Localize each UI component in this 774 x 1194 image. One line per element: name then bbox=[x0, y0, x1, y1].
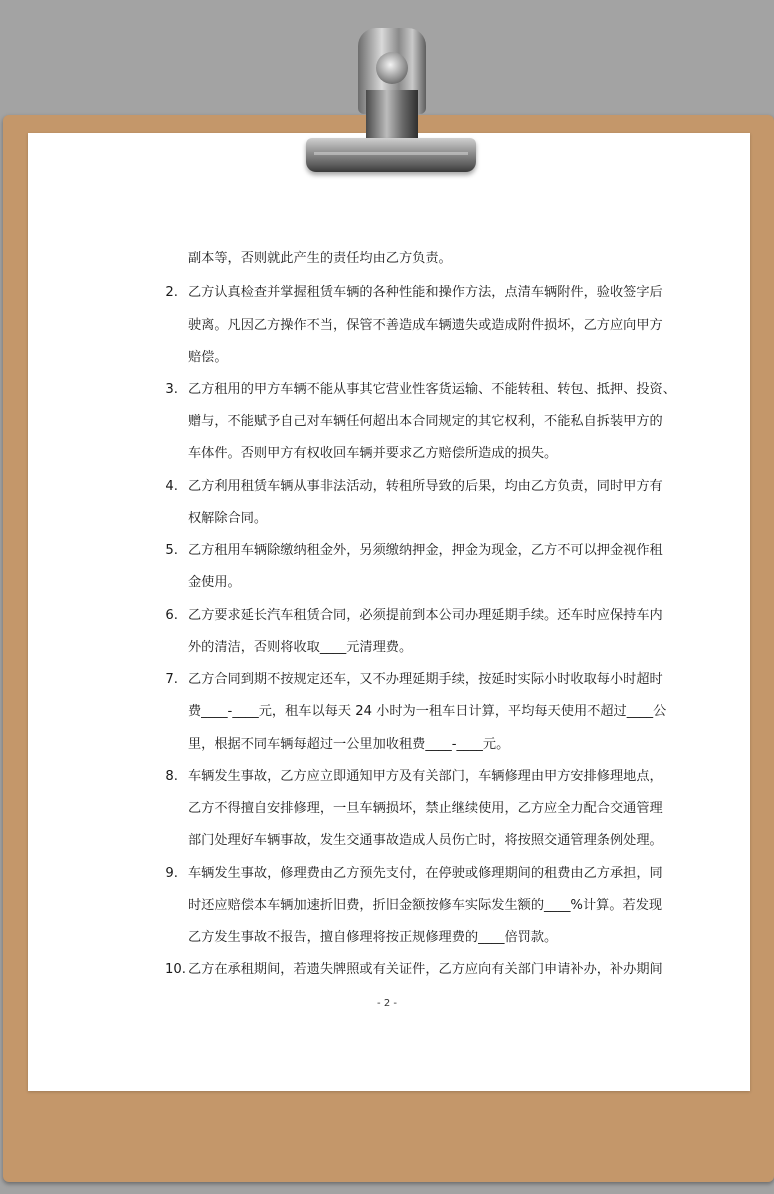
item-line: 部门处理好车辆事故，发生交通事故造成人员伤亡时，将按照交通管理条例处理。 bbox=[188, 833, 663, 848]
item-number: 10. bbox=[165, 962, 186, 977]
item-line: 乙方不得擅自安排修理，一旦车辆损坏，禁止继续使用，乙方应全力配合交通管理 bbox=[188, 801, 663, 816]
item-line: 金使用。 bbox=[188, 575, 241, 590]
item-line: 乙方在承租期间，若遗失牌照或有关证件，乙方应向有关部门申请补办，补办期间 bbox=[188, 962, 663, 977]
item-line: 车体件。否则甲方有权收回车辆并要求乙方赔偿所造成的损失。 bbox=[188, 446, 558, 461]
item-number: 7. bbox=[165, 672, 178, 687]
item-line: 乙方发生事故不报告，擅自修理将按正规修理费的____倍罚款。 bbox=[188, 930, 558, 945]
item-number: 2. bbox=[165, 285, 178, 300]
item-number: 6. bbox=[165, 608, 178, 623]
item-line: 时还应赔偿本车辆加速折旧费，折旧金额按修车实际发生额的____%计算。若发现 bbox=[188, 898, 663, 913]
item-line: 费____-____元，租车以每天 24 小时为一租车日计算，平均每天使用不超过____公 bbox=[188, 704, 667, 719]
item-line: 车辆发生事故，乙方应立即通知甲方及有关部门，车辆修理由甲方安排修理地点， bbox=[188, 769, 663, 784]
item-number: 5. bbox=[165, 543, 178, 558]
item-number: 4. bbox=[165, 479, 178, 494]
item-line: 乙方租用车辆除缴纳租金外，另须缴纳押金，押金为现金，乙方不可以押金视作租 bbox=[188, 543, 663, 558]
item-line: 乙方合同到期不按规定还车，又不办理延期手续，按延时实际小时收取每小时超时 bbox=[188, 672, 663, 687]
item-line: 驶离。凡因乙方操作不当，保管不善造成车辆遗失或造成附件损坏，乙方应向甲方 bbox=[188, 318, 663, 333]
page-number: - 2 - bbox=[377, 998, 397, 1009]
item-number: 3. bbox=[165, 382, 178, 397]
item-line: 乙方租用的甲方车辆不能从事其它营业性客货运输、不能转租、转包、抵押、投资、 bbox=[188, 382, 676, 397]
item-line: 里，根据不同车辆每超过一公里加收租费____-____元。 bbox=[188, 737, 510, 752]
item-line: 赔偿。 bbox=[188, 350, 228, 365]
intro-line: 副本等，否则就此产生的责任均由乙方负责。 bbox=[188, 251, 452, 266]
item-line: 赠与，不能赋予自己对车辆任何超出本合同规定的其它权利，不能私自拆装甲方的 bbox=[188, 414, 663, 429]
item-line: 乙方认真检查并掌握租赁车辆的各种性能和操作方法，点清车辆附件，验收签字后 bbox=[188, 285, 663, 300]
item-line: 车辆发生事故，修理费由乙方预先支付，在停驶或修理期间的租费由乙方承担，同 bbox=[188, 866, 663, 881]
item-line: 乙方要求延长汽车租赁合同，必须提前到本公司办理延期手续。还车时应保持车内 bbox=[188, 608, 663, 623]
item-number: 8. bbox=[165, 769, 178, 784]
item-line: 权解除合同。 bbox=[188, 511, 268, 526]
item-line: 乙方利用租赁车辆从事非法活动，转租所导致的后果，均由乙方负责，同时甲方有 bbox=[188, 479, 663, 494]
item-number: 9. bbox=[165, 866, 178, 881]
item-line: 外的清洁，否则将收取____元清理费。 bbox=[188, 640, 413, 655]
